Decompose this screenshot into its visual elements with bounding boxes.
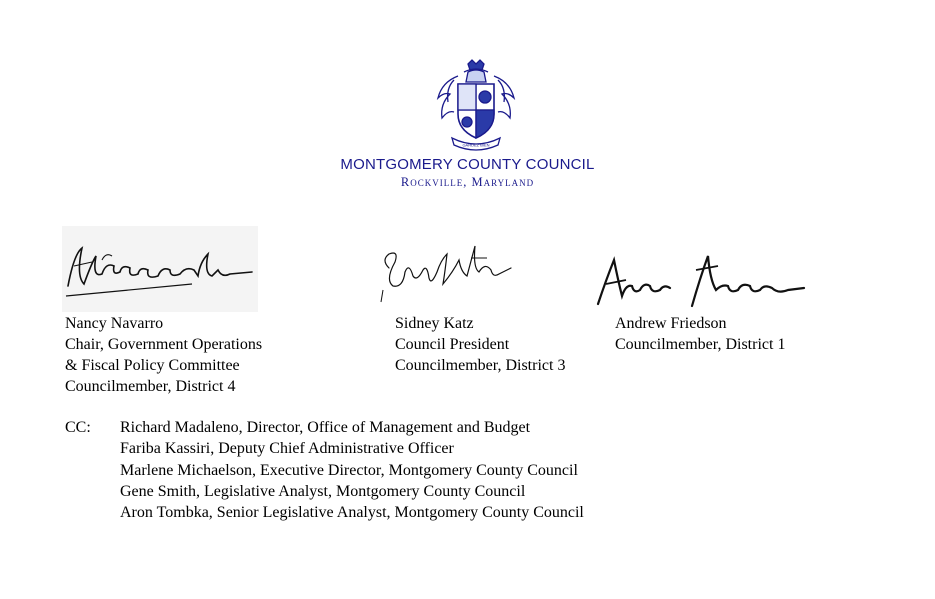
signer-title: Councilmember, District 4	[65, 378, 236, 395]
seal-motto: GARDEZ BIEN	[462, 142, 490, 148]
cc-recipient: Aron Tombka, Senior Legislative Analyst, Montgomery County Council	[120, 504, 584, 522]
cc-recipient: Fariba Kassiri, Deputy Chief Administrative Officer	[120, 440, 454, 458]
handwritten-signature-friedson	[592, 250, 807, 310]
signer-title: Councilmember, District 3	[395, 357, 566, 374]
county-seal-icon	[428, 58, 524, 152]
cc-recipient-list	[120, 417, 584, 523]
cc-recipient: Gene Smith, Legislative Analyst, Montgomery County Council	[120, 482, 526, 500]
signer-title: Councilmember, District 1	[615, 336, 786, 353]
cc-recipient: Marlene Michaelson, Executive Director, Montgomery County Council	[120, 461, 578, 479]
signer-name: Nancy Navarro	[65, 315, 164, 332]
handwritten-signature-navarro	[62, 226, 258, 312]
signer-title: Council President	[395, 336, 510, 353]
signer-friedson	[615, 313, 785, 355]
org-city: Rockville, Maryland	[400, 175, 535, 189]
signer-title: & Fiscal Policy Committee	[65, 357, 240, 374]
signer-name: Andrew Friedson	[615, 315, 727, 332]
signer-name: Sidney Katz	[395, 315, 474, 332]
cc-label: CC:	[65, 419, 91, 436]
cc-recipient: Richard Madaleno, Director, Office of Management and Budget	[120, 419, 531, 436]
signer-title: Chair, Government Operations	[65, 336, 263, 353]
org-name: MONTGOMERY COUNTY COUNCIL	[340, 156, 595, 173]
signer-katz	[395, 313, 565, 376]
handwritten-signature-katz	[375, 232, 525, 310]
signer-navarro	[65, 313, 262, 397]
